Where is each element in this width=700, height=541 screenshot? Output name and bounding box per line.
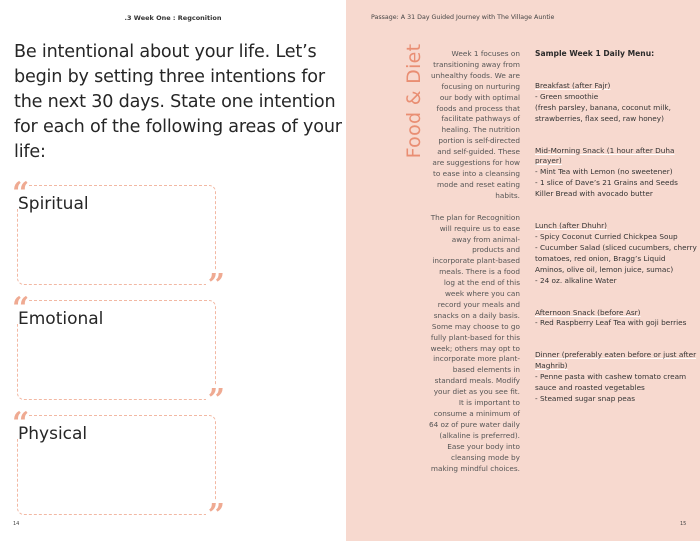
open-quote-icon: “ xyxy=(12,291,27,326)
intro-column xyxy=(428,49,520,485)
meal-item: - Red Raspberry Leaf Tea with goji berries xyxy=(535,318,687,328)
section-title xyxy=(400,43,428,159)
close-quote-icon: ” xyxy=(207,268,222,303)
meal-lunch xyxy=(535,221,697,286)
open-quote-icon: “ xyxy=(12,406,27,441)
running-head-right: Passage: A 31 Day Guided Journey with The Village Auntie xyxy=(371,14,555,21)
meal-item: - Green smoothie xyxy=(535,91,599,101)
meal-breakfast xyxy=(535,81,697,125)
close-quote-icon: ” xyxy=(207,498,222,533)
intention-box-spiritual[interactable] xyxy=(12,176,222,303)
meal-dinner xyxy=(535,350,697,405)
meal-name: Breakfast (after Fajr) xyxy=(535,80,611,90)
meal-name: Dinner (preferably eaten before or just after Maghrib) xyxy=(535,350,697,371)
meal-afternoon-snack xyxy=(535,308,697,330)
meal-name: Mid-Morning Snack (1 hour after Duha prayer) xyxy=(535,145,675,166)
meal-item: - Cucumber Salad (sliced cucumbers, cherry tomatoes, red onion, Bragg’s Liquid Aminos, olive oil, lemon juice, sumac) xyxy=(535,242,697,274)
meal-name: Afternoon Snack (before Asr) xyxy=(535,307,641,317)
menu-title: Sample Week 1 Daily Menu: xyxy=(535,49,655,58)
meal-item: - Mint Tea with Lemon (no sweetener) xyxy=(535,167,673,177)
meal-item: - Penne pasta with cashew tomato cream sauce and roasted vegetables xyxy=(535,372,687,393)
intro-paragraph: The plan for Recognition will require us to ease away from animal-products and incorporate plant-based meals. There is a food log at the end of this week where you can record your meals and snacks on a daily basis. Some may choose to go fully plant-based for this week; others may opt to incorporate more plant-based elements in standard meals. Modify your diet as you see fit. It is important to consume a minimum of 64 oz of pure water daily (alkaline is preferred). Ease your body into cleansing mode by making mindful choices. xyxy=(428,212,520,473)
section-title-text: Food & Diet xyxy=(403,43,425,159)
intention-label: Physical xyxy=(18,424,88,444)
meal-mid-morning-snack xyxy=(535,146,697,201)
menu-column xyxy=(535,49,697,426)
open-quote-icon: “ xyxy=(12,176,27,211)
right-page xyxy=(346,0,700,541)
meal-item: - Spicy Coconut Curried Chickpea Soup xyxy=(535,231,678,241)
meal-item: - 24 oz. alkaline Water xyxy=(535,275,617,285)
running-head-left: .3 Week One : Regconition xyxy=(124,14,222,22)
left-page xyxy=(0,0,346,541)
meal-item: (fresh parsley, banana, coconut milk, strawberries, flax seed, raw honey) xyxy=(535,102,671,123)
meal-item: - Steamed sugar snap peas xyxy=(535,393,636,403)
intro-text: Be intentional about your life. Let’s begin by setting three intentions for the next 30 days. State one intention for each of the following areas of your life: xyxy=(14,42,342,162)
intention-label: Spiritual xyxy=(18,194,89,214)
meal-name: Lunch (after Dhuhr) xyxy=(535,221,607,231)
meal-item: - 1 slice of Dave’s 21 Grains and Seeds Killer Bread with avocado butter xyxy=(535,178,678,199)
intention-box-emotional[interactable] xyxy=(12,291,222,418)
intro-paragraph: Week 1 focuses on transitioning away from unhealthy foods. We are focusing on nurturing our body with optimal foods and process that facilitate pathways of healing. The nutrition portion is self-directed and self-guided. These are suggestions for how to ease into a cleansing mode and reset eating habits. xyxy=(431,49,520,200)
close-quote-icon: ” xyxy=(207,383,222,418)
page-number-left: 14 xyxy=(13,521,20,527)
intention-label: Emotional xyxy=(18,309,104,329)
page-number-right: 15 xyxy=(680,521,687,527)
